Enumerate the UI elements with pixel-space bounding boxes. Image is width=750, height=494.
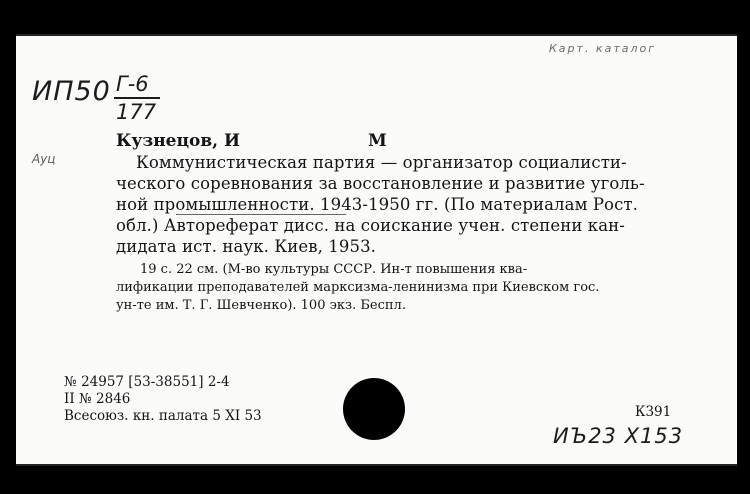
body-line: обл.) Автореферат дисс. на соискание учен. степени кан- [116,216,625,235]
collation-line: лификации преподавателей марксизма-ленинизма при Киевском гос. [116,280,600,295]
catalog-card [16,34,737,466]
body-line: дидата ист. наук. Киев, 1953. [116,237,377,256]
top-right-note: Карт. каталог [549,42,657,55]
classification-code: К391 [635,404,672,420]
accession-stamp: ИЪ23 Х153 [553,424,684,448]
punch-hole [343,378,405,440]
shelf-fraction-bar [114,97,160,99]
side-note: Ауц [32,152,56,166]
record-number: № 24957 [53-38551] 2-4 [64,374,230,390]
body-line: Коммунистическая партия — организатор социалисти- [136,153,627,172]
second-number: II № 2846 [64,391,131,407]
body-line: ной промышленности. 1943-1950 гг. (По материалам Рост. [116,195,638,214]
body-line: ческого соревнования за восстановление и развитие уголь- [116,174,645,193]
underline [176,214,346,215]
author-second-initial: М [368,131,387,151]
collation-line: 19 с. 22 см. (М-во культуры СССР. Ин-т повышения ква- [140,262,528,277]
author-name: Кузнецов, И [116,131,241,151]
collation-line: ун-те им. Т. Г. Шевченко). 100 экз. Беспл. [116,298,406,313]
shelf-mark: ИП50 [32,76,111,107]
shelf-denominator: 177 [116,100,157,124]
shelf-numerator: Г-6 [116,72,149,96]
book-chamber-line: Всесоюз. кн. палата 5 XI 53 [64,408,262,424]
